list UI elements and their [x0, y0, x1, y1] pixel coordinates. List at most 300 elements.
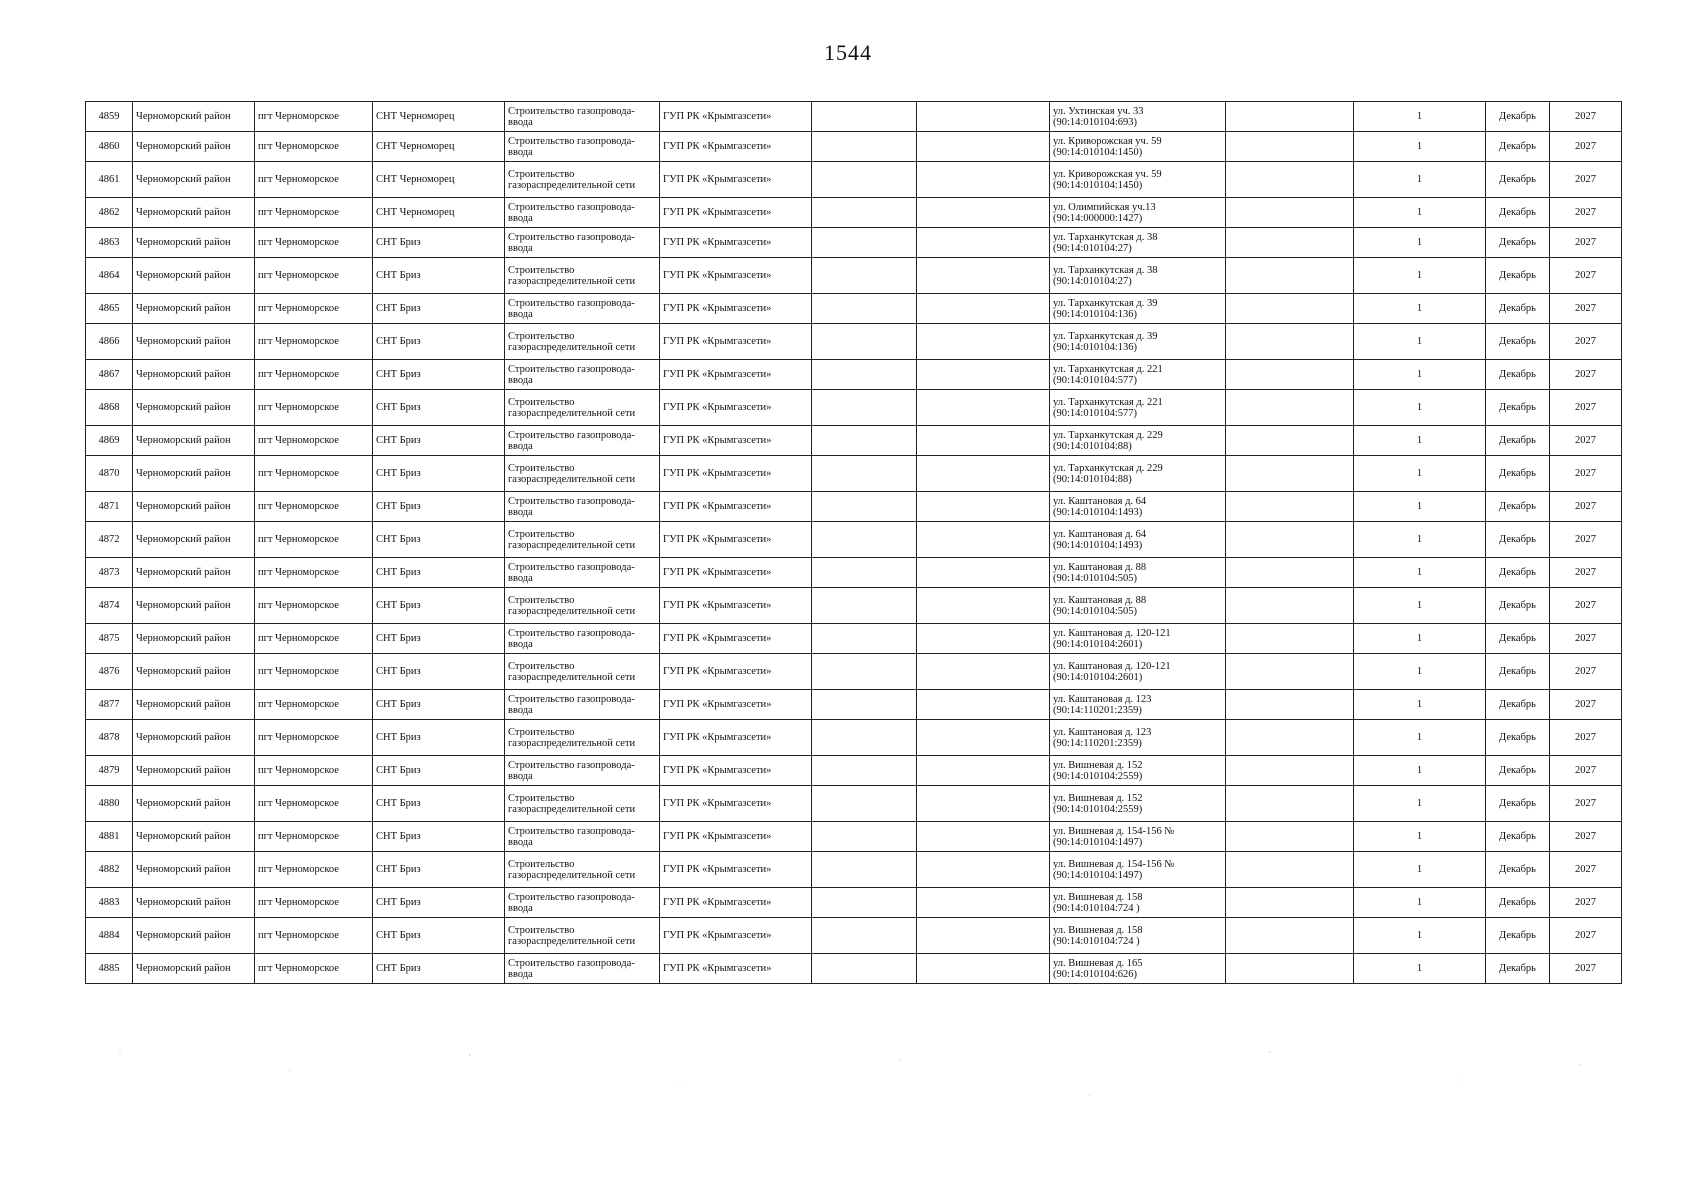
cell-month: Декабрь	[1486, 360, 1550, 390]
cell-month: Декабрь	[1486, 786, 1550, 822]
cell-year: 2027	[1550, 258, 1622, 294]
cell-district: Черноморский район	[133, 756, 255, 786]
cell-organization: ГУП РК «Крымгазсети»	[660, 456, 812, 492]
cell-district: Черноморский район	[133, 258, 255, 294]
cell-empty	[917, 756, 1050, 786]
cell-address: ул. Вишневая д. 158 (90:14:010104:724 )	[1050, 918, 1226, 954]
cell-year: 2027	[1550, 558, 1622, 588]
cell-organization: ГУП РК «Крымгазсети»	[660, 492, 812, 522]
cell-empty	[917, 852, 1050, 888]
cell-address: ул. Тарханкутская д. 39 (90:14:010104:136)	[1050, 294, 1226, 324]
cell-month: Декабрь	[1486, 852, 1550, 888]
cell-address: ул. Каштановая д. 123 (90:14:110201:2359)	[1050, 690, 1226, 720]
cell-empty	[812, 954, 917, 984]
cell-empty	[917, 324, 1050, 360]
cell-work-type: Строительство газораспределительной сети	[505, 162, 660, 198]
cell-work-type: Строительство газопровода-ввода	[505, 888, 660, 918]
table-body	[86, 102, 1622, 984]
cell-settlement: пгт Черноморское	[255, 822, 373, 852]
cell-empty	[812, 852, 917, 888]
cell-district: Черноморский район	[133, 360, 255, 390]
cell-snt: СНТ Бриз	[373, 756, 505, 786]
cell-year: 2027	[1550, 390, 1622, 426]
cell-month: Декабрь	[1486, 588, 1550, 624]
cell-snt: СНТ Бриз	[373, 588, 505, 624]
table-row	[86, 522, 1622, 558]
cell-snt: СНТ Бриз	[373, 954, 505, 984]
cell-snt: СНТ Бриз	[373, 360, 505, 390]
cell-organization: ГУП РК «Крымгазсети»	[660, 588, 812, 624]
cell-quantity: 1	[1354, 888, 1486, 918]
cell-empty	[812, 588, 917, 624]
cell-quantity: 1	[1354, 852, 1486, 888]
cell-organization: ГУП РК «Крымгазсети»	[660, 786, 812, 822]
table-row	[86, 324, 1622, 360]
cell-quantity: 1	[1354, 954, 1486, 984]
cell-district: Черноморский район	[133, 654, 255, 690]
cell-empty	[917, 918, 1050, 954]
cell-organization: ГУП РК «Крымгазсети»	[660, 822, 812, 852]
cell-empty	[812, 690, 917, 720]
cell-month: Декабрь	[1486, 720, 1550, 756]
table-row	[86, 426, 1622, 456]
cell-address: ул. Каштановая д. 64 (90:14:010104:1493)	[1050, 492, 1226, 522]
cell-number: 4883	[86, 888, 133, 918]
cell-empty	[917, 690, 1050, 720]
cell-number: 4870	[86, 456, 133, 492]
cell-snt: СНТ Бриз	[373, 852, 505, 888]
cell-number: 4877	[86, 690, 133, 720]
cell-work-type: Строительство газопровода-ввода	[505, 132, 660, 162]
cell-address: ул. Каштановая д. 120-121 (90:14:010104:2601)	[1050, 654, 1226, 690]
cell-organization: ГУП РК «Крымгазсети»	[660, 390, 812, 426]
table-row	[86, 888, 1622, 918]
cell-month: Декабрь	[1486, 324, 1550, 360]
cell-quantity: 1	[1354, 102, 1486, 132]
cell-address: ул. Тарханкутская д. 229 (90:14:010104:88)	[1050, 456, 1226, 492]
cell-year: 2027	[1550, 228, 1622, 258]
cell-settlement: пгт Черноморское	[255, 756, 373, 786]
cell-empty	[917, 786, 1050, 822]
cell-settlement: пгт Черноморское	[255, 426, 373, 456]
cell-empty	[1226, 360, 1354, 390]
cell-district: Черноморский район	[133, 720, 255, 756]
cell-district: Черноморский район	[133, 324, 255, 360]
cell-organization: ГУП РК «Крымгазсети»	[660, 624, 812, 654]
cell-empty	[917, 588, 1050, 624]
cell-year: 2027	[1550, 294, 1622, 324]
cell-month: Декабрь	[1486, 198, 1550, 228]
table-row	[86, 588, 1622, 624]
cell-address: ул. Тарханкутская д. 221 (90:14:010104:577)	[1050, 390, 1226, 426]
cell-quantity: 1	[1354, 294, 1486, 324]
cell-empty	[1226, 756, 1354, 786]
cell-empty	[812, 492, 917, 522]
cell-year: 2027	[1550, 690, 1622, 720]
cell-empty	[1226, 132, 1354, 162]
table-row	[86, 492, 1622, 522]
cell-settlement: пгт Черноморское	[255, 522, 373, 558]
cell-empty	[1226, 786, 1354, 822]
cell-number: 4865	[86, 294, 133, 324]
cell-month: Декабрь	[1486, 558, 1550, 588]
cell-quantity: 1	[1354, 132, 1486, 162]
cell-snt: СНТ Бриз	[373, 522, 505, 558]
cell-address: ул. Вишневая д. 158 (90:14:010104:724 )	[1050, 888, 1226, 918]
cell-empty	[812, 918, 917, 954]
cell-empty	[1226, 522, 1354, 558]
cell-district: Черноморский район	[133, 888, 255, 918]
cell-number: 4884	[86, 918, 133, 954]
cell-month: Декабрь	[1486, 888, 1550, 918]
cell-organization: ГУП РК «Крымгазсети»	[660, 852, 812, 888]
cell-settlement: пгт Черноморское	[255, 390, 373, 426]
cell-district: Черноморский район	[133, 822, 255, 852]
cell-quantity: 1	[1354, 522, 1486, 558]
cell-work-type: Строительство газопровода-ввода	[505, 228, 660, 258]
cell-year: 2027	[1550, 492, 1622, 522]
cell-settlement: пгт Черноморское	[255, 690, 373, 720]
cell-settlement: пгт Черноморское	[255, 456, 373, 492]
cell-empty	[1226, 492, 1354, 522]
cell-year: 2027	[1550, 918, 1622, 954]
cell-work-type: Строительство газопровода-ввода	[505, 102, 660, 132]
cell-month: Декабрь	[1486, 132, 1550, 162]
cell-empty	[1226, 954, 1354, 984]
cell-number: 4864	[86, 258, 133, 294]
cell-organization: ГУП РК «Крымгазсети»	[660, 324, 812, 360]
cell-settlement: пгт Черноморское	[255, 228, 373, 258]
cell-address: ул. Тарханкутская д. 39 (90:14:010104:136)	[1050, 324, 1226, 360]
cell-settlement: пгт Черноморское	[255, 558, 373, 588]
cell-district: Черноморский район	[133, 492, 255, 522]
cell-number: 4873	[86, 558, 133, 588]
cell-quantity: 1	[1354, 390, 1486, 426]
cell-organization: ГУП РК «Крымгазсети»	[660, 756, 812, 786]
cell-empty	[1226, 228, 1354, 258]
cell-quantity: 1	[1354, 654, 1486, 690]
cell-quantity: 1	[1354, 786, 1486, 822]
cell-empty	[917, 954, 1050, 984]
cell-number: 4868	[86, 390, 133, 426]
cell-work-type: Строительство газораспределительной сети	[505, 720, 660, 756]
cell-number: 4872	[86, 522, 133, 558]
cell-empty	[917, 822, 1050, 852]
cell-organization: ГУП РК «Крымгазсети»	[660, 888, 812, 918]
cell-work-type: Строительство газораспределительной сети	[505, 522, 660, 558]
cell-empty	[1226, 426, 1354, 456]
cell-settlement: пгт Черноморское	[255, 786, 373, 822]
cell-month: Декабрь	[1486, 522, 1550, 558]
cell-month: Декабрь	[1486, 918, 1550, 954]
cell-quantity: 1	[1354, 360, 1486, 390]
cell-work-type: Строительство газопровода-ввода	[505, 360, 660, 390]
cell-address: ул. Вишневая д. 154-156 № (90:14:010104:1497)	[1050, 822, 1226, 852]
cell-work-type: Строительство газораспределительной сети	[505, 258, 660, 294]
cell-empty	[812, 654, 917, 690]
cell-number: 4871	[86, 492, 133, 522]
cell-empty	[812, 822, 917, 852]
cell-empty	[1226, 852, 1354, 888]
cell-month: Декабрь	[1486, 690, 1550, 720]
cell-work-type: Строительство газопровода-ввода	[505, 624, 660, 654]
cell-number: 4859	[86, 102, 133, 132]
cell-snt: СНТ Бриз	[373, 558, 505, 588]
cell-number: 4885	[86, 954, 133, 984]
cell-settlement: пгт Черноморское	[255, 102, 373, 132]
cell-empty	[1226, 390, 1354, 426]
cell-month: Декабрь	[1486, 954, 1550, 984]
cell-snt: СНТ Черноморец	[373, 102, 505, 132]
cell-quantity: 1	[1354, 918, 1486, 954]
cell-organization: ГУП РК «Крымгазсети»	[660, 426, 812, 456]
cell-address: ул. Каштановая д. 88 (90:14:010104:505)	[1050, 558, 1226, 588]
cell-quantity: 1	[1354, 426, 1486, 456]
cell-quantity: 1	[1354, 198, 1486, 228]
cell-address: ул. Тарханкутская д. 221 (90:14:010104:577)	[1050, 360, 1226, 390]
cell-work-type: Строительство газопровода-ввода	[505, 690, 660, 720]
cell-empty	[1226, 162, 1354, 198]
cell-number: 4869	[86, 426, 133, 456]
cell-empty	[812, 390, 917, 426]
cell-district: Черноморский район	[133, 198, 255, 228]
cell-address: ул. Вишневая д. 165 (90:14:010104:626)	[1050, 954, 1226, 984]
cell-address: ул. Ухтинская уч. 33 (90:14:010104:693)	[1050, 102, 1226, 132]
cell-quantity: 1	[1354, 456, 1486, 492]
table-row	[86, 786, 1622, 822]
table-row	[86, 822, 1622, 852]
table-row	[86, 558, 1622, 588]
cell-empty	[917, 198, 1050, 228]
cell-empty	[917, 132, 1050, 162]
cell-number: 4876	[86, 654, 133, 690]
cell-quantity: 1	[1354, 162, 1486, 198]
cell-empty	[917, 654, 1050, 690]
cell-month: Декабрь	[1486, 228, 1550, 258]
cell-snt: СНТ Бриз	[373, 918, 505, 954]
cell-settlement: пгт Черноморское	[255, 198, 373, 228]
cell-work-type: Строительство газораспределительной сети	[505, 456, 660, 492]
cell-month: Декабрь	[1486, 258, 1550, 294]
cell-address: ул. Каштановая д. 64 (90:14:010104:1493)	[1050, 522, 1226, 558]
cell-year: 2027	[1550, 162, 1622, 198]
cell-month: Декабрь	[1486, 492, 1550, 522]
cell-empty	[917, 390, 1050, 426]
cell-settlement: пгт Черноморское	[255, 954, 373, 984]
cell-empty	[1226, 102, 1354, 132]
cell-organization: ГУП РК «Крымгазсети»	[660, 162, 812, 198]
cell-address: ул. Криворожская уч. 59 (90:14:010104:1450)	[1050, 162, 1226, 198]
cell-settlement: пгт Черноморское	[255, 852, 373, 888]
table-row	[86, 294, 1622, 324]
cell-empty	[917, 258, 1050, 294]
cell-quantity: 1	[1354, 588, 1486, 624]
cell-number: 4882	[86, 852, 133, 888]
cell-empty	[1226, 324, 1354, 360]
cell-empty	[1226, 720, 1354, 756]
cell-district: Черноморский район	[133, 918, 255, 954]
scan-noise	[80, 1040, 1620, 1120]
cell-number: 4880	[86, 786, 133, 822]
cell-empty	[812, 228, 917, 258]
cell-empty	[812, 132, 917, 162]
cell-settlement: пгт Черноморское	[255, 162, 373, 198]
cell-organization: ГУП РК «Крымгазсети»	[660, 198, 812, 228]
cell-work-type: Строительство газопровода-ввода	[505, 756, 660, 786]
cell-month: Декабрь	[1486, 162, 1550, 198]
cell-empty	[1226, 198, 1354, 228]
cell-work-type: Строительство газораспределительной сети	[505, 390, 660, 426]
cell-empty	[917, 294, 1050, 324]
cell-settlement: пгт Черноморское	[255, 888, 373, 918]
cell-district: Черноморский район	[133, 690, 255, 720]
cell-quantity: 1	[1354, 492, 1486, 522]
cell-quantity: 1	[1354, 258, 1486, 294]
cell-snt: СНТ Бриз	[373, 786, 505, 822]
cell-empty	[812, 162, 917, 198]
cell-snt: СНТ Бриз	[373, 456, 505, 492]
cell-empty	[917, 102, 1050, 132]
table-row	[86, 228, 1622, 258]
cell-organization: ГУП РК «Крымгазсети»	[660, 690, 812, 720]
cell-month: Декабрь	[1486, 102, 1550, 132]
cell-quantity: 1	[1354, 822, 1486, 852]
cell-address: ул. Тарханкутская д. 229 (90:14:010104:88)	[1050, 426, 1226, 456]
table-row	[86, 720, 1622, 756]
cell-year: 2027	[1550, 786, 1622, 822]
cell-organization: ГУП РК «Крымгазсети»	[660, 102, 812, 132]
cell-snt: СНТ Бриз	[373, 822, 505, 852]
cell-year: 2027	[1550, 624, 1622, 654]
cell-snt: СНТ Бриз	[373, 624, 505, 654]
cell-work-type: Строительство газопровода-ввода	[505, 822, 660, 852]
cell-address: ул. Олимпийская уч.13 (90:14:000000:1427)	[1050, 198, 1226, 228]
cell-empty	[812, 198, 917, 228]
cell-snt: СНТ Черноморец	[373, 132, 505, 162]
cell-year: 2027	[1550, 756, 1622, 786]
cell-address: ул. Каштановая д. 88 (90:14:010104:505)	[1050, 588, 1226, 624]
cell-work-type: Строительство газопровода-ввода	[505, 492, 660, 522]
document-sheet	[85, 101, 1621, 984]
cell-number: 4874	[86, 588, 133, 624]
cell-work-type: Строительство газораспределительной сети	[505, 654, 660, 690]
cell-snt: СНТ Бриз	[373, 492, 505, 522]
table-row	[86, 198, 1622, 228]
cell-month: Декабрь	[1486, 654, 1550, 690]
cell-empty	[812, 522, 917, 558]
table-row	[86, 918, 1622, 954]
cell-district: Черноморский район	[133, 558, 255, 588]
page-number: 1544	[824, 40, 872, 65]
cell-address: ул. Тарханкутская д. 38 (90:14:010104:27)	[1050, 258, 1226, 294]
cell-empty	[917, 456, 1050, 492]
cell-number: 4863	[86, 228, 133, 258]
cell-empty	[812, 426, 917, 456]
cell-snt: СНТ Бриз	[373, 324, 505, 360]
table-row	[86, 360, 1622, 390]
cell-empty	[917, 426, 1050, 456]
cell-district: Черноморский район	[133, 132, 255, 162]
table-row	[86, 162, 1622, 198]
cell-empty	[812, 324, 917, 360]
cell-address: ул. Вишневая д. 152 (90:14:010104:2559)	[1050, 786, 1226, 822]
cell-district: Черноморский район	[133, 294, 255, 324]
cell-empty	[812, 102, 917, 132]
cell-snt: СНТ Бриз	[373, 690, 505, 720]
cell-empty	[812, 558, 917, 588]
table-row	[86, 654, 1622, 690]
cell-work-type: Строительство газораспределительной сети	[505, 786, 660, 822]
cell-year: 2027	[1550, 588, 1622, 624]
cell-year: 2027	[1550, 852, 1622, 888]
cell-organization: ГУП РК «Крымгазсети»	[660, 918, 812, 954]
cell-year: 2027	[1550, 822, 1622, 852]
cell-year: 2027	[1550, 654, 1622, 690]
gasification-table	[85, 101, 1622, 984]
table-row	[86, 456, 1622, 492]
cell-organization: ГУП РК «Крымгазсети»	[660, 132, 812, 162]
cell-year: 2027	[1550, 954, 1622, 984]
cell-empty	[1226, 654, 1354, 690]
cell-district: Черноморский район	[133, 390, 255, 426]
cell-snt: СНТ Черноморец	[373, 162, 505, 198]
cell-snt: СНТ Бриз	[373, 888, 505, 918]
cell-month: Декабрь	[1486, 624, 1550, 654]
cell-empty	[1226, 624, 1354, 654]
cell-settlement: пгт Черноморское	[255, 720, 373, 756]
cell-organization: ГУП РК «Крымгазсети»	[660, 522, 812, 558]
cell-empty	[1226, 888, 1354, 918]
cell-empty	[917, 360, 1050, 390]
cell-quantity: 1	[1354, 690, 1486, 720]
cell-number: 4879	[86, 756, 133, 786]
table-row	[86, 690, 1622, 720]
cell-quantity: 1	[1354, 324, 1486, 360]
cell-snt: СНТ Бриз	[373, 720, 505, 756]
cell-empty	[917, 492, 1050, 522]
cell-year: 2027	[1550, 132, 1622, 162]
cell-year: 2027	[1550, 102, 1622, 132]
cell-district: Черноморский район	[133, 102, 255, 132]
cell-work-type: Строительство газопровода-ввода	[505, 198, 660, 228]
cell-month: Декабрь	[1486, 756, 1550, 786]
cell-year: 2027	[1550, 198, 1622, 228]
cell-empty	[812, 360, 917, 390]
cell-organization: ГУП РК «Крымгазсети»	[660, 228, 812, 258]
cell-district: Черноморский район	[133, 456, 255, 492]
cell-empty	[917, 162, 1050, 198]
cell-address: ул. Каштановая д. 123 (90:14:110201:2359)	[1050, 720, 1226, 756]
cell-organization: ГУП РК «Крымгазсети»	[660, 654, 812, 690]
cell-empty	[812, 294, 917, 324]
cell-organization: ГУП РК «Крымгазсети»	[660, 294, 812, 324]
cell-address: ул. Вишневая д. 152 (90:14:010104:2559)	[1050, 756, 1226, 786]
cell-snt: СНТ Бриз	[373, 426, 505, 456]
cell-work-type: Строительство газопровода-ввода	[505, 426, 660, 456]
cell-empty	[812, 624, 917, 654]
cell-snt: СНТ Бриз	[373, 654, 505, 690]
cell-settlement: пгт Черноморское	[255, 654, 373, 690]
cell-snt: СНТ Бриз	[373, 390, 505, 426]
cell-year: 2027	[1550, 888, 1622, 918]
cell-year: 2027	[1550, 456, 1622, 492]
cell-district: Черноморский район	[133, 228, 255, 258]
cell-month: Декабрь	[1486, 390, 1550, 426]
cell-quantity: 1	[1354, 624, 1486, 654]
cell-number: 4875	[86, 624, 133, 654]
cell-year: 2027	[1550, 720, 1622, 756]
cell-year: 2027	[1550, 324, 1622, 360]
